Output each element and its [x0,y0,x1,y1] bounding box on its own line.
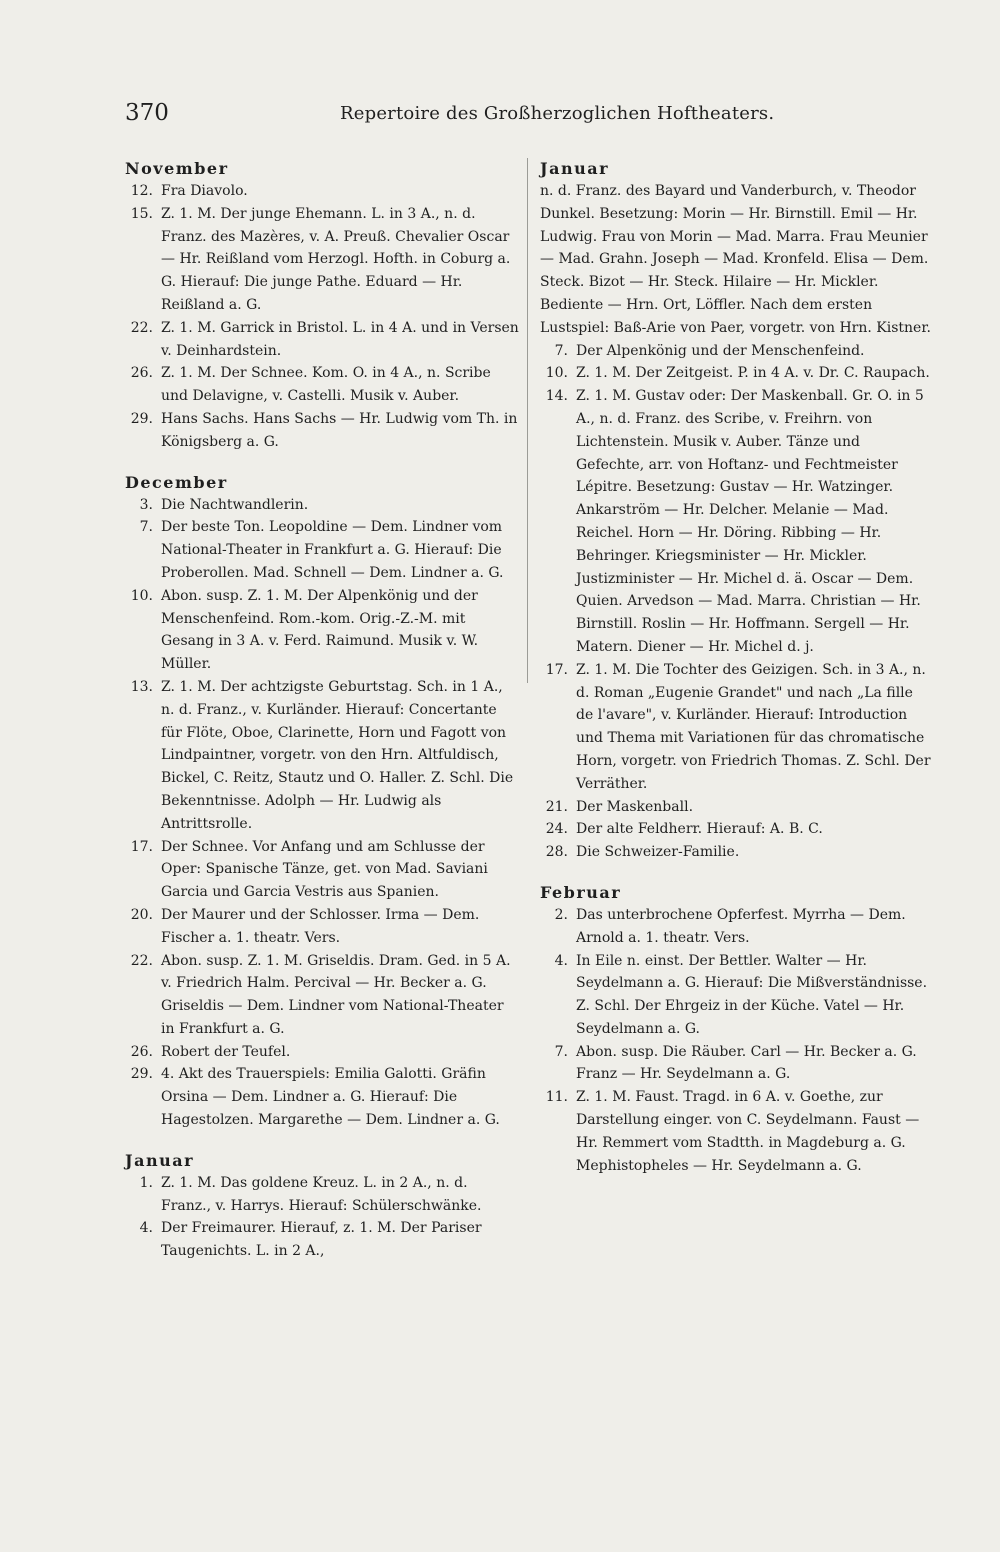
entry-date: 2. [554,906,568,923]
right-column [540,158,932,1177]
entry-date: 26. [130,1043,153,1060]
entry-text: Z. 1. M. Die Tochter des Geizigen. Sch. in 3 A., n. d. Roman „Eugenie Grandet" und nach „La fille de l'avare", v. Kurländer. Hierauf: Introduction und Thema mit Variationen für das chromatische Horn, vorgetr. von Friedrich Thomas. Z. Schl. Der Verräther. [576,661,931,792]
month-heading: Januar [125,1150,194,1170]
entry-text: Der Freimaurer. Hierauf, z. 1. M. Der Pariser Taugenichts. L. in 2 A., [161,1220,482,1260]
performance-entry [125,904,520,950]
performance-entry [540,362,932,385]
performance-entry [125,516,520,584]
entry-text: Der Maskenball. [576,798,694,815]
entry-text: Z. 1. M. Das goldene Kreuz. L. in 2 A., n. d. Franz., v. Harrys. Hierauf: Schülerschwänke. [161,1174,482,1214]
performance-entry [125,494,520,517]
performance-entry [125,1172,520,1218]
entry-text: Die Nachtwandlerin. [161,496,309,513]
entry-date: 4. [139,1220,153,1237]
entry-text: In Eile n. einst. Der Bettler. Walter — Hr. Seydelmann a. G. Hierauf: Die Mißverständnisse. Z. Schl. Der Ehrgeiz in der Küche. Vatel — Hr. Seydelmann a. G. [576,952,928,1037]
column-divider [527,158,528,683]
entry-date: 24. [545,821,568,838]
entry-date: 7. [554,1043,568,1060]
entry-text: Der beste Ton. Leopoldine — Dem. Lindner vom National-Theater in Frankfurt a. G. Hierauf: Die Proberollen. Mad. Schnell — Dem. Lindner a. G. [161,519,504,581]
entry-text: Z. 1. M. Der junge Ehemann. L. in 3 A., n. d. Franz. des Mazères, v. A. Preuß. Chevalier Oscar — Hr. Reißland vom Herzogl. Hofth. in Coburg a. G. Hierauf: Die junge Pathe. Eduard — Hr. Reißland a. G. [161,205,511,313]
entry-date: 1. [139,1174,153,1191]
entry-text: Der Schnee. Vor Anfang und am Schlusse der Oper: Spanische Tänze, get. von Mad. Saviani Garcia und Garcia Vestris aus Spanien. [161,838,488,901]
entry-date: 29. [130,410,153,427]
performance-entry [540,1086,932,1177]
performance-entry [540,340,932,363]
entry-text: 4. Akt des Trauerspiels: Emilia Galotti. Gräfin Orsina — Dem. Lindner a. G. Hierauf: Die Hagestolzen. Margarethe — Dem. Lindner a. G. [161,1066,500,1129]
performance-entry [540,1041,932,1087]
entry-text: Z. 1. M. Gustav oder: Der Maskenball. Gr. O. in 5 A., n. d. Franz. des Scribe, v. Freihrn. von Lichtenstein. Musik v. Auber. Tänze und Gefechte, arr. von Hoftanz- und Fechtmeister Lépitre. Besetzung: Gustav — Hr. Watzinger. Ankarström — Hr. Delcher. Melanie — Mad. Reichel. Horn — Hr. Döring. Ribbing — Hr. Behringer. Kriegsminister — Hr. Mickler. Justizminister — Hr. Michel d. ä. Oscar — Dem. Quien. Arvedson — Mad. Marra. Christian — Hr. Birnstill. Roslin — Hr. Hoffmann. Sergell — Hr. Matern. Diener — Hr. Michel d. j. [576,388,924,655]
entry-text: Das unterbrochene Opferfest. Myrrha — Dem. Arnold a. 1. theatr. Vers. [576,906,906,946]
entry-text: Abon. susp. Die Räuber. Carl — Hr. Becker a. G. Franz — Hr. Seydelmann a. G. [576,1043,917,1083]
performance-entry [540,385,932,659]
performance-entry [540,818,932,841]
performance-entry [125,180,520,203]
performance-entry [125,1041,520,1064]
left-column [125,158,520,1263]
entry-date: 11. [545,1089,568,1106]
entry-text: Fra Diavolo. [161,183,248,199]
entry-text: Die Schweizer-Familie. [576,844,740,861]
entry-date: 14. [545,388,568,405]
running-title: Repertoire des Großherzoglichen Hoftheaters. [340,103,775,124]
performance-entry [125,362,520,408]
performance-entry [125,1217,520,1263]
entry-text: Z. 1. M. Der achtzigste Geburtstag. Sch. in 1 A., n. d. Franz., v. Kurländer. Hierauf: Concertante für Flöte, Oboe, Clarinette, Horn und Fagott von Lindpaintner, vorgetr. von den Hrn. Altfuldisch, Bickel, C. Reitz, Stautz und O. Haller. Z. Schl. Die Bekenntnisse. Adolph — Hr. Ludwig als Antrittsrolle. [161,678,514,832]
entry-date: 22. [130,319,153,336]
entry-text: Abon. susp. Z. 1. M. Der Alpenkönig und der Menschenfeind. Rom.-kom. Orig.-Z.-M. mit Gesang in 3 A. v. Ferd. Raimund. Musik v. W. Müller. [161,587,479,673]
entry-text: Robert der Teufel. [161,1043,291,1060]
entry-text: Hans Sachs. Hans Sachs — Hr. Ludwig vom Th. in Königsberg a. G. [161,410,518,450]
month-heading: November [125,159,229,178]
performance-entry [125,585,520,676]
performance-entry [540,950,932,1041]
entry-text: Der alte Feldherr. Hierauf: A. B. C. [576,821,823,838]
entry-date: 17. [545,661,568,678]
entry-text: Der Alpenkönig und der Menschenfeind. [576,342,865,359]
entry-date: 7. [139,519,153,536]
entry-date: 7. [554,342,568,359]
entry-date: 26. [130,365,153,382]
performance-entry [125,836,520,904]
entry-text: Z. 1. M. Faust. Tragd. in 6 A. v. Goethe, zur Darstellung einger. von C. Seydelmann. Faust — Hr. Remmert vom Stadtth. in Magdeburg a. G. Mephistopheles — Hr. Seydelmann a. G. [576,1089,920,1174]
entry-date: 4. [554,952,568,969]
entry-date: 10. [545,365,568,382]
performance-entry [125,203,520,317]
entry-date: 3. [139,496,153,513]
entry-date: 15. [130,205,153,222]
page-number: 370 [125,100,169,126]
entry-date: 20. [130,906,153,923]
performance-entry [125,1063,520,1131]
entry-text: Z. 1. M. Der Zeitgeist. P. in 4 A. v. Dr. C. Raupach. [576,365,930,382]
performance-entry [540,659,932,796]
entry-date: 13. [130,678,153,695]
month-heading: December [125,472,228,492]
performance-entry [540,841,932,864]
entry-text: Z. 1. M. Garrick in Bristol. L. in 4 A. und in Versen v. Deinhardstein. [161,319,519,359]
entry-date: 12. [130,183,153,199]
entry-text: Der Maurer und der Schlosser. Irma — Dem. Fischer a. 1. theatr. Vers. [161,906,480,946]
entry-text: n. d. Franz. des Bayard und Vanderburch, v. Theodor Dunkel. Besetzung: Morin — Hr. Birnstill. Emil — Hr. Ludwig. Frau von Morin — Mad. Marra. Frau Meunier — Mad. Grahn. Joseph — Mad. Kronfeld. Elisa — Dem. Steck. Bizot — Hr. Steck. Hilaire — Hr. Mickler. Bediente — Hrn. Ort, Löffler. Nach dem ersten Lustspiel: Baß-Arie von Paer, vorgetr. von Hrn. Kistner. [540,183,931,336]
entry-date: 22. [130,952,153,969]
performance-entry [540,904,932,950]
performance-entry [125,408,520,454]
performance-entry [125,950,520,1041]
month-heading: Januar [540,159,609,178]
entry-date: 21. [545,798,568,815]
month-heading: Februar [540,882,622,902]
entry-date: 29. [130,1066,153,1083]
performance-entry [540,796,932,819]
performance-entry [540,180,932,340]
entry-text: Abon. susp. Z. 1. M. Griseldis. Dram. Ged. in 5 A. v. Friedrich Halm. Percival — Hr. Becker a. G. Griseldis — Dem. Lindner vom National-Theater in Frankfurt a. G. [161,952,511,1037]
performance-entry [125,676,520,836]
entry-text: Z. 1. M. Der Schnee. Kom. O. in 4 A., n. Scribe und Delavigne, v. Castelli. Musik v. Auber. [161,365,491,405]
entry-date: 28. [545,844,568,861]
entry-date: 17. [130,838,153,855]
entry-date: 10. [130,587,153,604]
performance-entry [125,317,520,363]
